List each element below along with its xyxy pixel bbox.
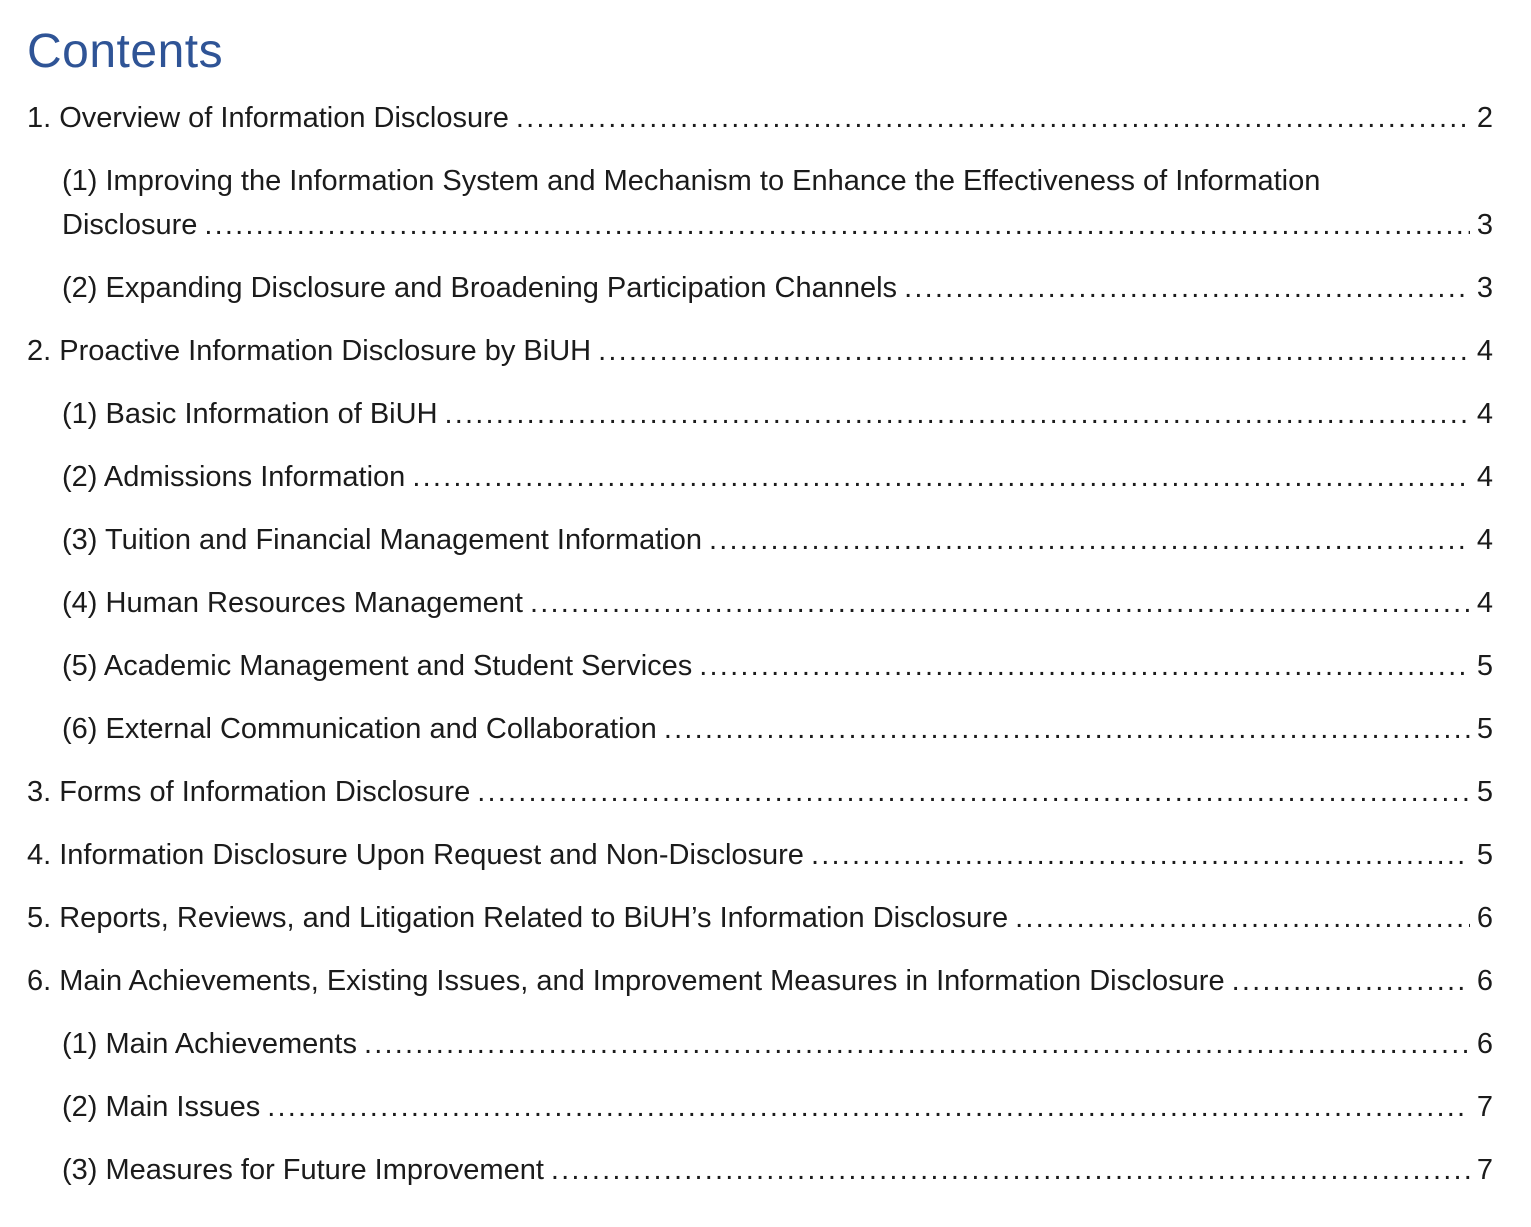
toc-entry-text: (2) Admissions Information [62,460,406,493]
toc-page-number: 5 [1476,649,1493,682]
toc-entry[interactable] [27,833,1493,877]
toc-entry[interactable] [27,896,1493,940]
dotted-leader [811,833,1470,877]
toc-entry-line2 [62,203,1493,247]
dotted-leader [516,96,1470,140]
toc-entry-text: Disclosure [62,208,198,241]
dotted-leader [267,1085,1470,1129]
toc-entry-text: 1. Overview of Information Disclosure [27,101,509,134]
toc-entry[interactable] [27,644,1493,688]
dotted-leader [551,1148,1470,1192]
toc-entry[interactable] [27,96,1493,140]
dotted-leader [664,707,1470,751]
contents-heading: Contents [27,25,224,78]
toc-entry-text: (2) Expanding Disclosure and Broadening Participation Channels [62,271,898,304]
dotted-leader [904,266,1470,310]
toc-entry-text: (2) Main Issues [62,1090,261,1123]
toc-page-number: 5 [1476,712,1493,745]
toc-entry[interactable] [27,581,1493,625]
toc-entry-text: 6. Main Achievements, Existing Issues, and Improvement Measures in Information Disclosure [27,964,1225,997]
toc-entry-text: 5. Reports, Reviews, and Litigation Related to BiUH’s Information Disclosure [27,901,1009,934]
dotted-leader [709,518,1470,562]
dotted-leader [699,644,1470,688]
dotted-leader [598,329,1470,373]
toc-page-number: 4 [1476,460,1493,493]
dotted-leader [364,1022,1470,1066]
dotted-leader [412,455,1470,499]
toc-page-number: 5 [1476,838,1493,871]
toc-entry[interactable] [27,707,1493,751]
toc-entry-text: (3) Tuition and Financial Management Information [62,523,702,556]
toc-page-number: 4 [1476,334,1493,367]
toc-page-number: 3 [1476,208,1493,241]
toc-entry-text: (5) Academic Management and Student Services [62,649,693,682]
dotted-leader [477,770,1470,814]
toc-page-number: 4 [1476,523,1493,556]
toc-entry[interactable] [27,518,1493,562]
dotted-leader [1232,959,1470,1003]
toc-entry-text: (3) Measures for Future Improvement [62,1153,544,1186]
dotted-leader [445,392,1470,436]
toc-page-number: 6 [1476,901,1493,934]
dotted-leader [1015,896,1470,940]
toc-entry[interactable] [27,329,1493,373]
toc-entry-text: (6) External Communication and Collaboration [62,712,657,745]
toc-page-number: 5 [1476,775,1493,808]
toc-page-number: 3 [1476,271,1493,304]
toc-page-number: 4 [1476,397,1493,430]
toc-entry-text: (1) Main Achievements [62,1027,357,1060]
toc-entry[interactable] [27,959,1493,1003]
toc-list [27,96,1493,1192]
toc-entry[interactable] [27,1085,1493,1129]
toc-page-number: 7 [1476,1153,1493,1186]
toc-entry[interactable] [27,266,1493,310]
toc-entry-text: (1) Basic Information of BiUH [62,397,438,430]
toc-entry-text: 4. Information Disclosure Upon Request and Non-Disclosure [27,838,804,871]
toc-page-number: 6 [1476,1027,1493,1060]
toc-entry[interactable] [27,770,1493,814]
toc-entry[interactable] [27,455,1493,499]
toc-entry[interactable] [27,392,1493,436]
dotted-leader [204,203,1470,247]
toc-entry-text-line1: (1) Improving the Information System and Mechanism to Enhance the Effectiveness of Information [62,164,1321,197]
toc-entry-text: 3. Forms of Information Disclosure [27,775,471,808]
dotted-leader [530,581,1470,625]
toc-entry-text: (4) Human Resources Management [62,586,523,619]
toc-entry[interactable] [27,1022,1493,1066]
toc-page-number: 6 [1476,964,1493,997]
toc-page-number: 4 [1476,586,1493,619]
toc-entry[interactable] [27,1148,1493,1192]
toc-entry-text: 2. Proactive Information Disclosure by BiUH [27,334,592,367]
toc-page-number: 2 [1476,101,1493,134]
toc-page-number: 7 [1476,1090,1493,1123]
toc-entry[interactable] [27,159,1493,247]
